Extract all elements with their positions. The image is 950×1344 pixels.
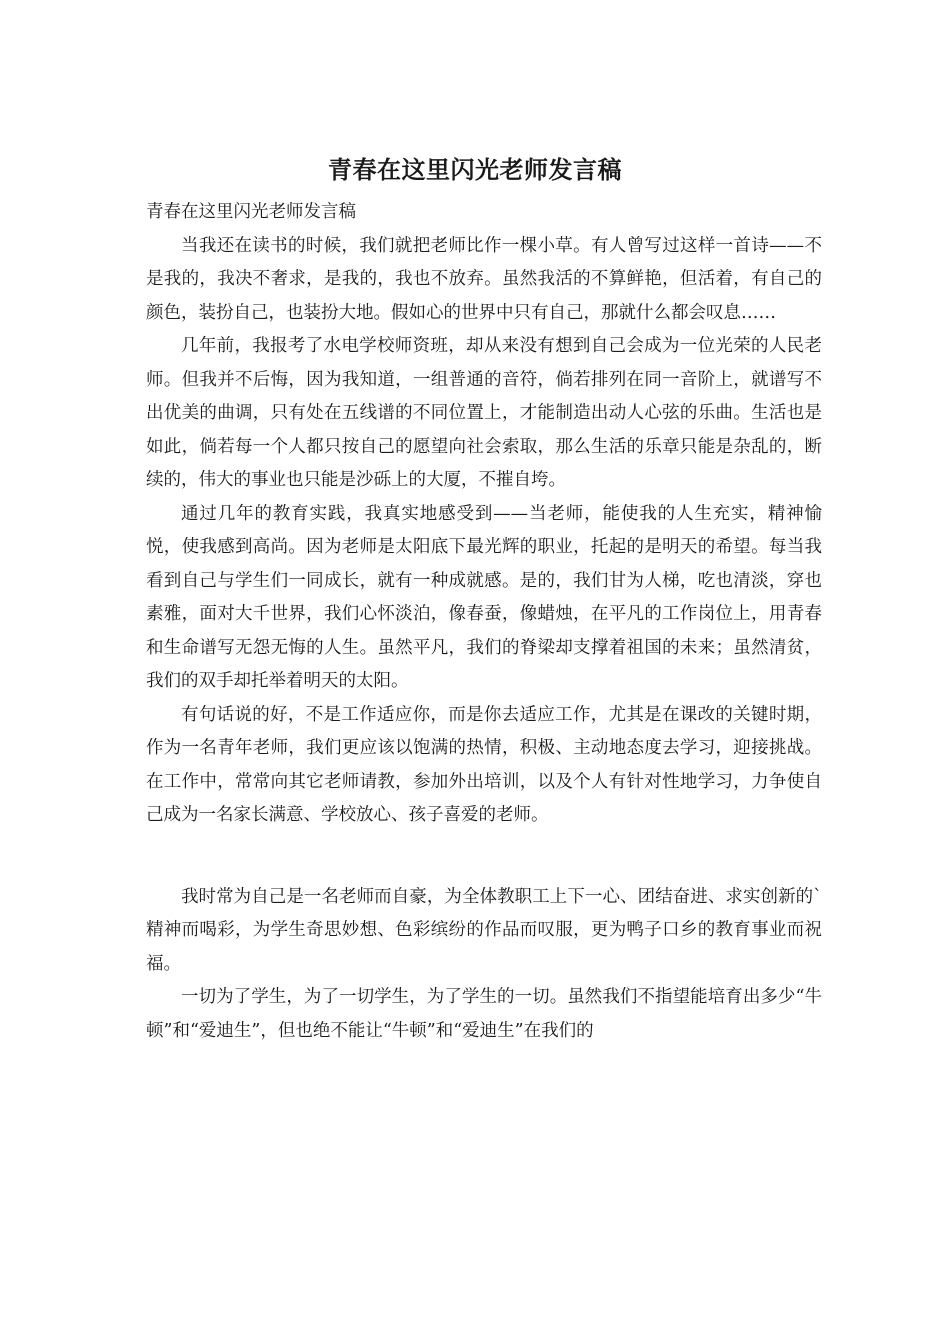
document-subtitle: 青春在这里闪光老师发言稿 (146, 202, 356, 222)
paragraph-5: 我时常为自己是一名老师而自豪，为全体教职工上下一心、团结奋进、求实创新的`精神而喝彩，为学生奇思妙想、色彩缤纷的作品而叹服，更为鸭子口乡的教育事业而祝福。 (146, 886, 822, 974)
paragraph-6: 一切为了学生，为了一切学生，为了学生的一切。虽然我们不指望能培育出多少“牛顿”和“爱迪生”，但也绝不能让“牛顿”和“爱迪生”在我们的 (146, 987, 822, 1041)
paragraph-4: 有句话说的好，不是工作适应你，而是你去适应工作，尤其是在课改的关键时期，作为一名青年老师，我们更应该以饱满的热情，积极、主动地态度去学习，迎接挑战。在工作中，常常向其它老师请教，参加外出培训，以及个人有针对性地学习，力争使自己成为一名家长满意、学校放心、孩子喜爱的老师。 (146, 704, 822, 825)
document-body (146, 196, 822, 1048)
paragraph-3: 通过几年的教育实践，我真实地感受到——当老师，能使我的人生充实，精神愉悦，使我感到高尚。因为老师是太阳底下最光辉的职业，托起的是明天的希望。每当我看到自己与学生们一同成长，就有一种成就感。是的，我们甘为人梯，吃也清淡，穿也素雅，面对大千世界，我们心怀淡泊，像春蚕，像蜡烛，在平凡的工作岗位上，用青春和生命谱写无怨无悔的人生。虽然平凡，我们的脊梁却支撑着祖国的未来；虽然清贫，我们的双手却托举着明天的太阳。 (146, 503, 822, 691)
document-title: 青春在这里闪光老师发言稿 (328, 155, 622, 184)
paragraph-1: 当我还在读书的时候，我们就把老师比作一棵小草。有人曾写过这样一首诗——不是我的，我决不奢求，是我的，我也不放弃。虽然我活的不算鲜艳，但活着，有自己的颜色，装扮自己，也装扮大地。假如心的世界中只有自己，那就什么都会叹息…… (146, 235, 822, 323)
paragraph-2: 几年前，我报考了水电学校师资班，却从来没有想到自己会成为一位光荣的人民老师。但我并不后悔，因为我知道，一组普通的音符，倘若排列在同一音阶上，就谱写不出优美的曲调，只有处在五线谱的不同位置上，才能制造出动人心弦的乐曲。生活也是如此，倘若每一个人都只按自己的愿望向社会索取，那么生活的乐章只能是杂乱的，断续的，伟大的事业也只能是沙砾上的大厦，不摧自垮。 (146, 336, 822, 490)
paragraph-gap (146, 833, 822, 881)
